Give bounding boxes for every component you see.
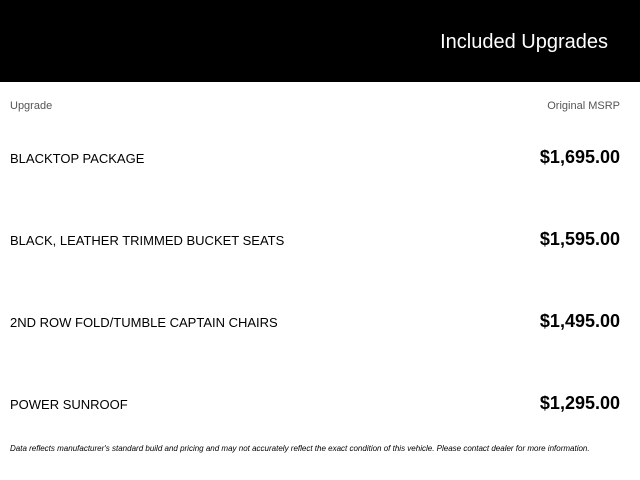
upgrade-row [0, 389, 640, 419]
upgrade-price: $1,295.00 [539, 393, 620, 413]
upgrade-row [0, 307, 640, 337]
header-bar [0, 0, 640, 82]
upgrade-price: $1,695.00 [539, 147, 620, 167]
upgrade-row [0, 225, 640, 255]
upgrade-row [0, 143, 640, 173]
upgrade-name: BLACK, LEATHER TRIMMED BUCKET SEATS [10, 233, 285, 248]
upgrade-column-header: Upgrade [10, 100, 53, 112]
page-title: Included Upgrades [440, 31, 608, 53]
disclaimer-text: Data reflects manufacturer's standard build and pricing and may not accurately reflect the exact condition of this vehicle. Please contact dealer for more information. [10, 444, 590, 453]
upgrade-price: $1,595.00 [539, 229, 620, 249]
upgrade-price: $1,495.00 [539, 311, 620, 331]
msrp-column-header: Original MSRP [547, 100, 620, 112]
upgrade-name: 2ND ROW FOLD/TUMBLE CAPTAIN CHAIRS [10, 315, 278, 330]
upgrade-name: POWER SUNROOF [10, 397, 128, 412]
upgrade-name: BLACKTOP PACKAGE [10, 151, 145, 166]
